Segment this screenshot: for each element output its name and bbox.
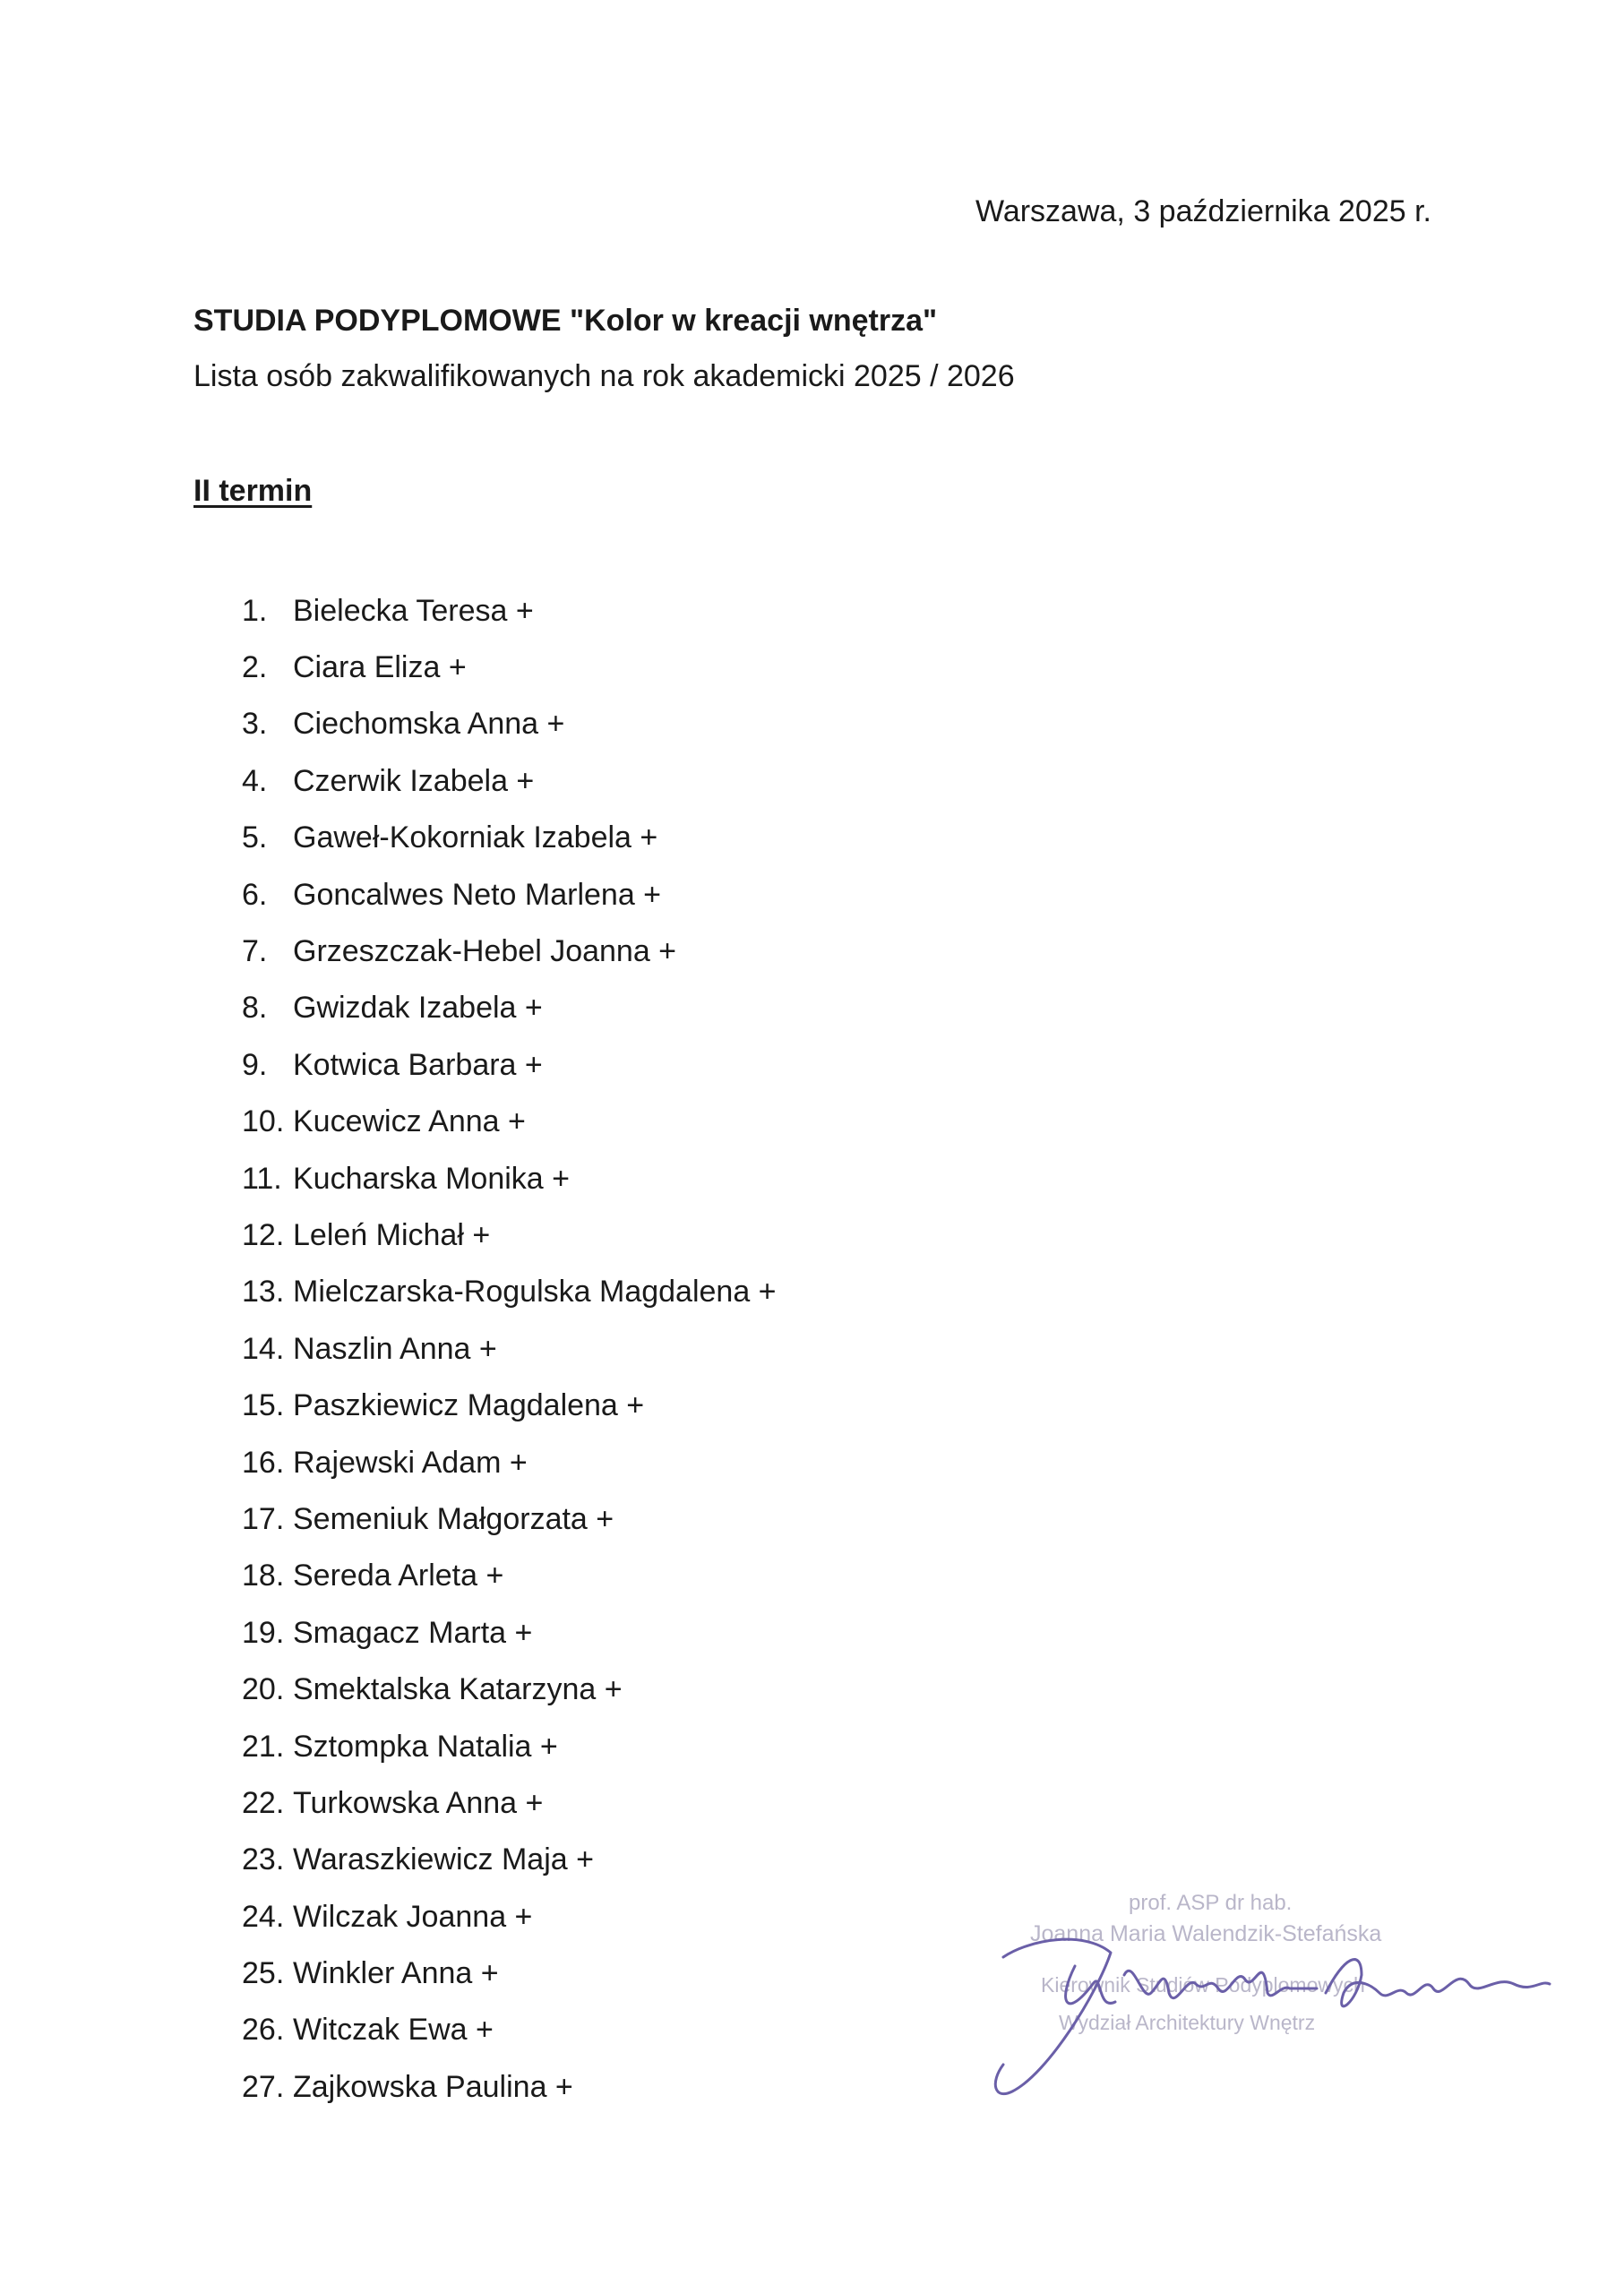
list-item-name: Waraszkiewicz Maja + (293, 1842, 594, 1877)
section-heading: II termin (193, 474, 313, 508)
stamp-title-line: prof. ASP dr hab. (1129, 1891, 1293, 1915)
list-item-name: Gwizdak Izabela + (293, 991, 543, 1026)
list-item (242, 1548, 777, 1604)
list-item-name: Smektalska Katarzyna + (293, 1672, 623, 1707)
list-item-number: 8. (242, 991, 268, 1026)
list-item (242, 866, 777, 923)
list-item-number: 15. (242, 1388, 285, 1423)
list-item-number: 13. (242, 1275, 285, 1310)
list-item-name: Kucewicz Anna + (293, 1104, 526, 1139)
stamp-signature (941, 1868, 1568, 2118)
stamp-name-line: Joanna Maria Walendzik-Stefańska (1030, 1921, 1382, 1946)
list-item (242, 1036, 777, 1093)
list-item-name: Sereda Arleta + (293, 1559, 504, 1593)
list-item (242, 1490, 777, 1547)
list-item (242, 1888, 777, 1945)
list-item-number: 5. (242, 820, 268, 855)
list-item-number: 4. (242, 763, 268, 798)
list-item-name: Winkler Anna + (293, 1956, 499, 1991)
list-item (242, 1832, 777, 1888)
list-item-number: 23. (242, 1842, 285, 1877)
list-item-number: 1. (242, 593, 268, 628)
document-title: STUDIA PODYPLOMOWE "Kolor w kreacji wnętrza" (193, 304, 938, 338)
list-item-name: Kucharska Monika + (293, 1161, 570, 1196)
list-item-number: 9. (242, 1047, 268, 1082)
list-item (242, 1945, 777, 2001)
list-item (242, 1207, 777, 1263)
list-item-name: Smagacz Marta + (293, 1615, 533, 1650)
list-item (242, 980, 777, 1036)
list-item-number: 21. (242, 1729, 285, 1764)
list-item (242, 1094, 777, 1150)
list-item-number: 18. (242, 1559, 285, 1593)
list-item (242, 1264, 777, 1320)
list-item-number: 17. (242, 1501, 285, 1536)
list-item (242, 2058, 777, 2115)
list-item-name: Wilczak Joanna + (293, 1899, 533, 1934)
list-item (242, 1434, 777, 1490)
list-item (242, 1320, 777, 1377)
list-item-name: Sztompka Natalia + (293, 1729, 558, 1764)
list-item (242, 752, 777, 809)
list-item-name: Czerwik Izabela + (293, 763, 535, 798)
list-item-name: Grzeszczak-Hebel Joanna + (293, 934, 677, 969)
list-item-name: Gaweł-Kokorniak Izabela + (293, 820, 658, 855)
document-date: Warszawa, 3 października 2025 r. (975, 194, 1431, 228)
list-item-name: Rajewski Adam + (293, 1445, 528, 1480)
list-item (242, 1377, 777, 1433)
stamp-faculty-line: Wydział Architektury Wnętrz (1059, 2011, 1316, 2034)
list-item-name: Paszkiewicz Magdalena + (293, 1388, 645, 1423)
list-item-number: 24. (242, 1899, 285, 1934)
list-item-name: Mielczarska-Rogulska Magdalena + (293, 1275, 777, 1310)
list-item-number: 3. (242, 707, 268, 742)
list-item-number: 14. (242, 1331, 285, 1366)
list-item-name: Bielecka Teresa + (293, 593, 534, 628)
list-item-name: Turkowska Anna + (293, 1785, 544, 1820)
list-item-name: Leleń Michał + (293, 1217, 491, 1252)
list-item-name: Kotwica Barbara + (293, 1047, 543, 1082)
list-item-name: Semeniuk Małgorzata + (293, 1501, 614, 1536)
document-subtitle: Lista osób zakwalifikowanych na rok akademicki 2025 / 2026 (193, 359, 1015, 393)
list-item (242, 1661, 777, 1717)
list-item (242, 639, 777, 695)
list-item-number: 22. (242, 1785, 285, 1820)
list-item-number: 10. (242, 1104, 285, 1139)
list-item-number: 2. (242, 650, 268, 685)
list-item-name: Zajkowska Paulina + (293, 2069, 573, 2104)
list-item (242, 582, 777, 639)
list-item (242, 1150, 777, 1207)
list-item (242, 810, 777, 866)
list-item-name: Ciara Eliza + (293, 650, 467, 685)
list-item-number: 20. (242, 1672, 285, 1707)
list-item (242, 1604, 777, 1661)
list-item-number: 25. (242, 1956, 285, 1991)
list-item-number: 16. (242, 1445, 285, 1480)
list-item (242, 1774, 777, 1831)
list-item-number: 27. (242, 2069, 285, 2104)
list-item (242, 923, 777, 979)
list-item (242, 2002, 777, 2058)
list-item-number: 26. (242, 2013, 285, 2048)
list-item-number: 19. (242, 1615, 285, 1650)
list-item-name: Goncalwes Neto Marlena + (293, 877, 662, 912)
list-item-name: Naszlin Anna + (293, 1331, 497, 1366)
handwritten-signature (941, 1868, 1568, 2118)
qualified-list (242, 582, 777, 2116)
list-item (242, 1718, 777, 1774)
list-item-number: 12. (242, 1217, 285, 1252)
list-item-number: 6. (242, 877, 268, 912)
list-item-name: Ciechomska Anna + (293, 707, 565, 742)
list-item-number: 11. (242, 1161, 282, 1196)
stamp-role-line: Kierownik Studiów Podyplomowych (1041, 1973, 1365, 1997)
list-item-number: 7. (242, 934, 268, 969)
list-item-name: Witczak Ewa + (293, 2013, 494, 2048)
list-item (242, 696, 777, 752)
